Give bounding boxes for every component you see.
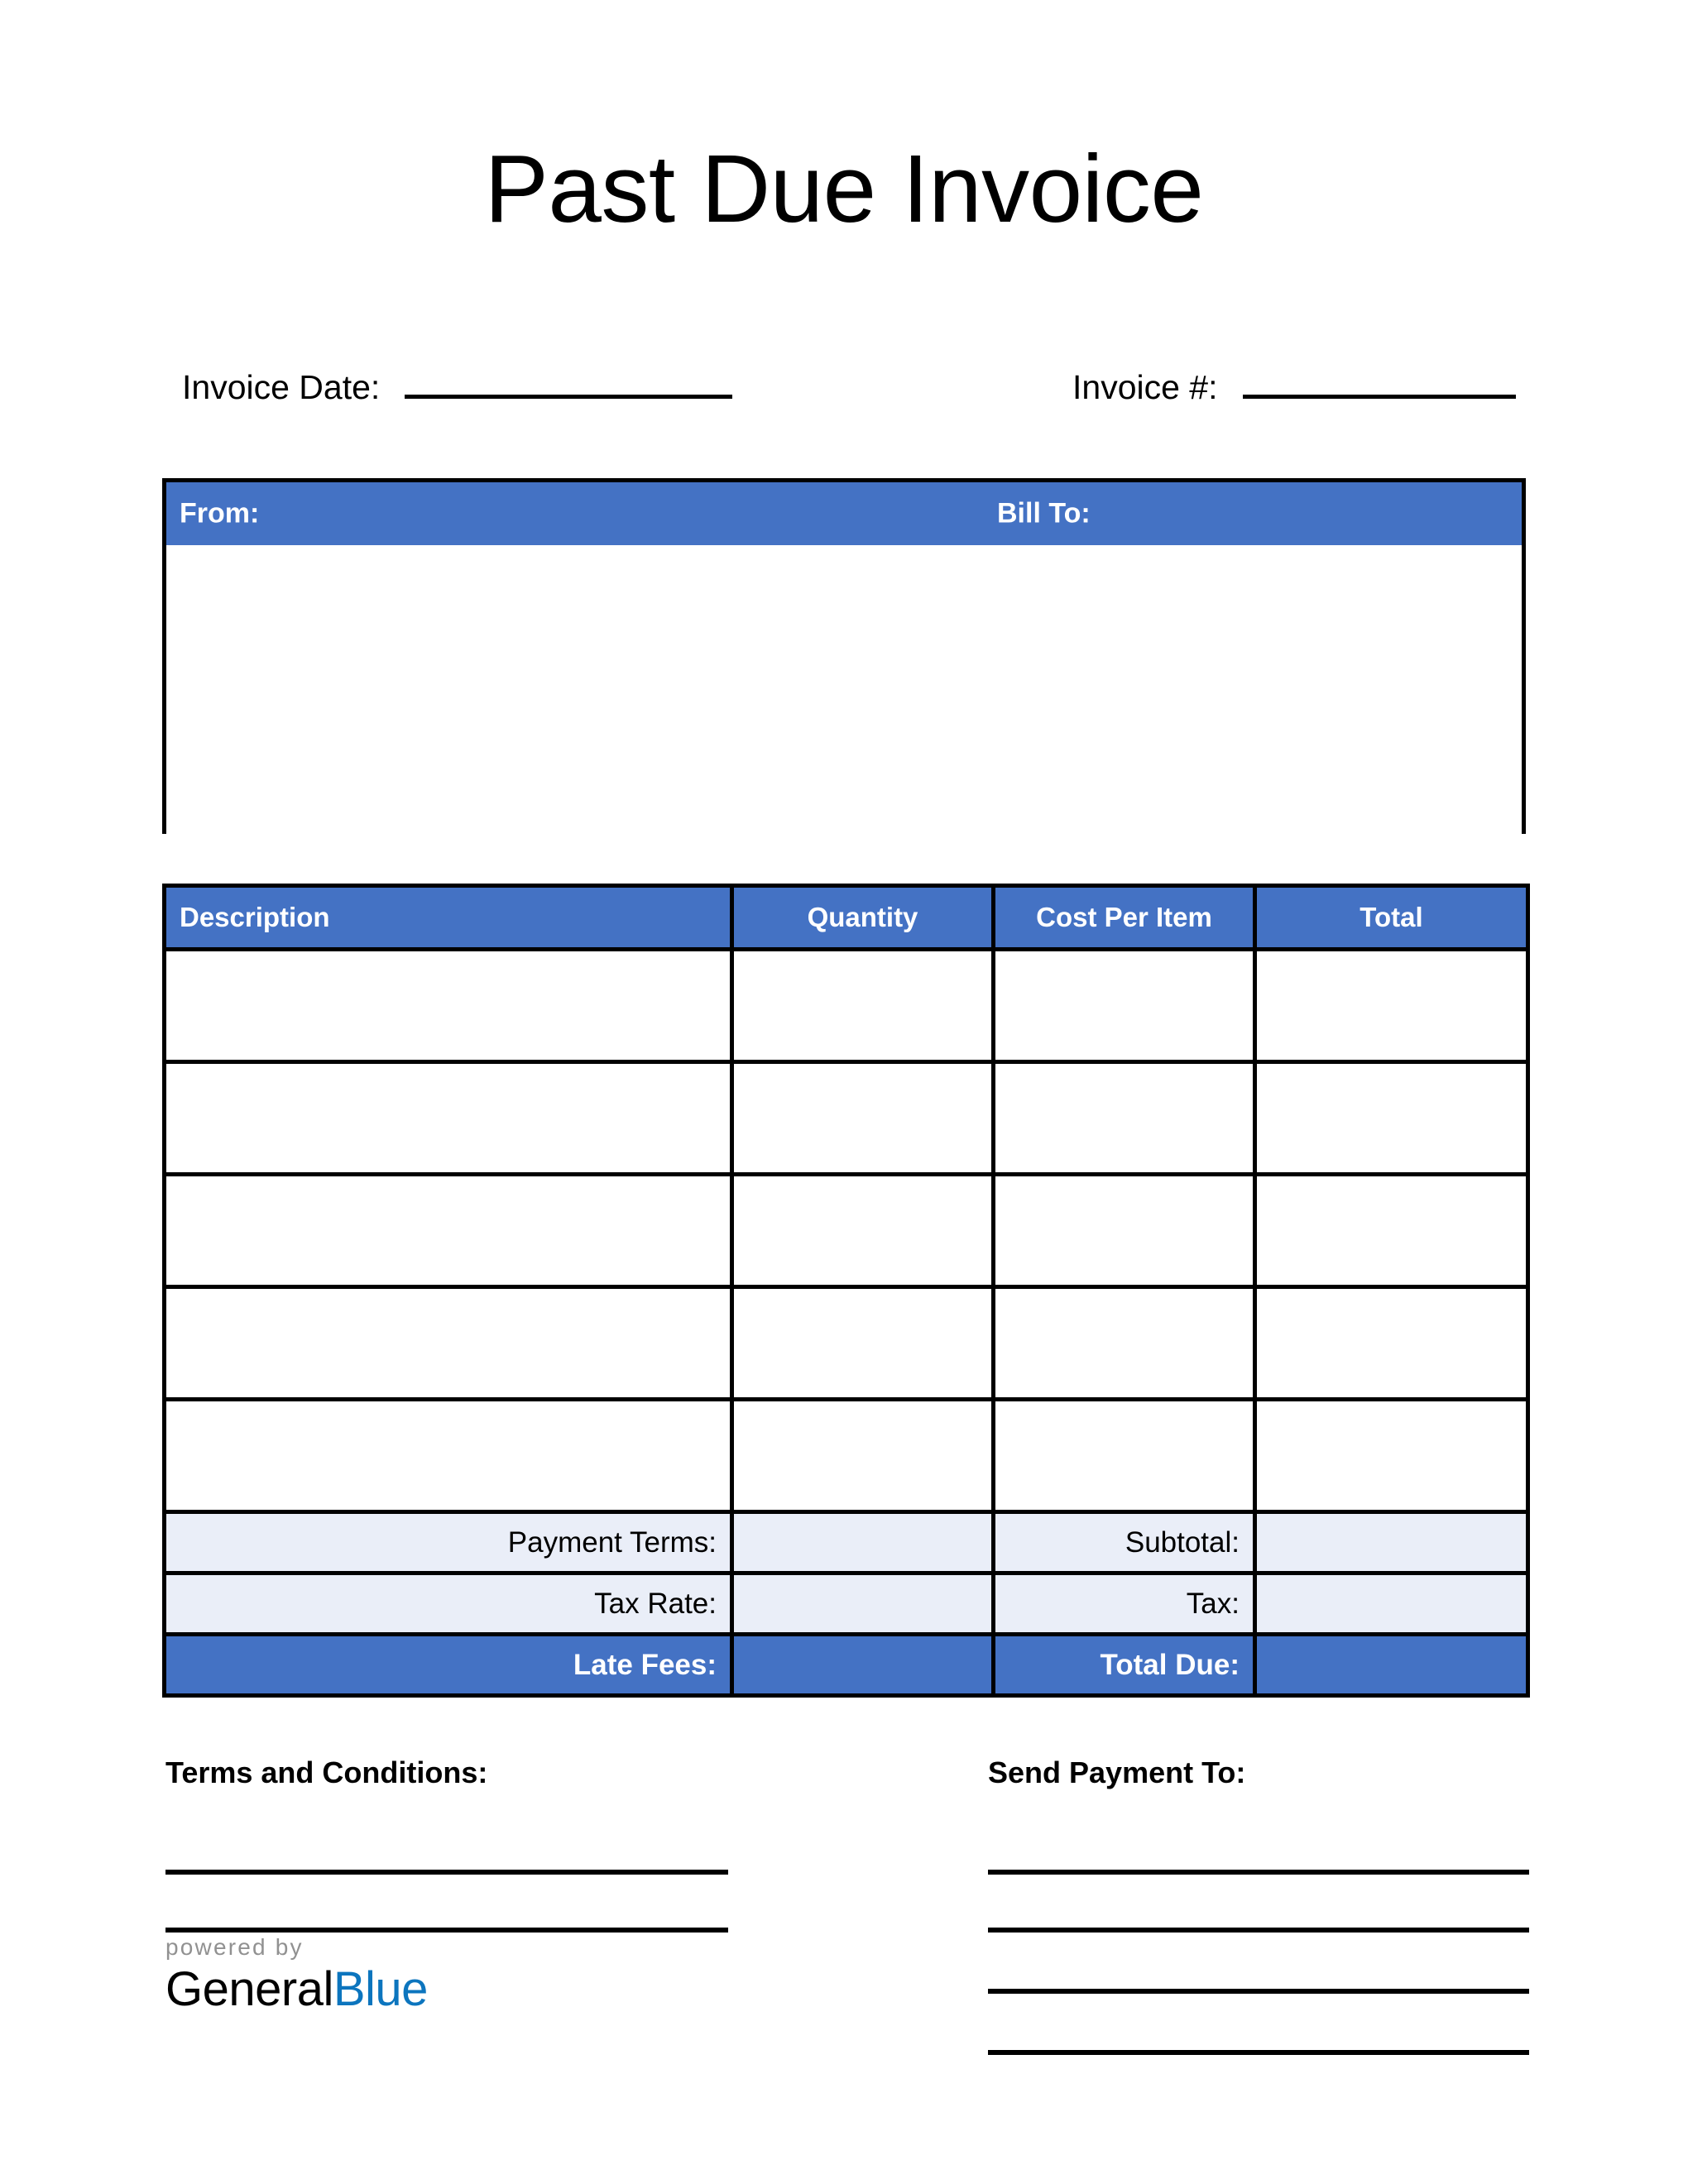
cell-cost-per-item[interactable] <box>994 950 1255 1062</box>
line-items-table <box>162 884 1530 1698</box>
tax-rate-label: Tax Rate: <box>165 1573 732 1635</box>
subtotal-value[interactable] <box>1255 1512 1528 1573</box>
total-due-value[interactable] <box>1255 1635 1528 1696</box>
party-panel-header <box>166 482 1522 545</box>
cell-quantity[interactable] <box>732 1062 994 1175</box>
summary-row-payment-terms <box>165 1512 1528 1573</box>
brand-name <box>165 1962 428 2016</box>
cell-cost-per-item[interactable] <box>994 1287 1255 1400</box>
terms-line-2[interactable] <box>165 1928 728 1933</box>
cell-total[interactable] <box>1255 1287 1528 1400</box>
table-header-row <box>165 886 1528 950</box>
page-title: Past Due Invoice <box>484 135 1204 242</box>
brand-name-general: General <box>165 1962 333 2016</box>
cell-cost-per-item[interactable] <box>994 1062 1255 1175</box>
invoice-number-input[interactable] <box>1243 364 1516 399</box>
summary-row-tax <box>165 1573 1528 1635</box>
summary-row-total-due <box>165 1635 1528 1696</box>
brand-name-blue: Blue <box>333 1962 428 2016</box>
subtotal-label: Subtotal: <box>994 1512 1255 1573</box>
cell-cost-per-item[interactable] <box>994 1400 1255 1512</box>
cell-description[interactable] <box>165 1062 732 1175</box>
brand-logo <box>165 1936 428 2014</box>
table-row <box>165 1062 1528 1175</box>
cell-total[interactable] <box>1255 1400 1528 1512</box>
cell-total[interactable] <box>1255 950 1528 1062</box>
powered-by-label: powered by <box>165 1934 304 1960</box>
column-header-cost-per-item: Cost Per Item <box>994 886 1255 950</box>
cell-description[interactable] <box>165 950 732 1062</box>
table-row <box>165 1400 1528 1512</box>
invoice-date-field <box>182 364 732 405</box>
late-fees-value[interactable] <box>732 1635 994 1696</box>
from-label: From: <box>180 497 260 529</box>
tax-value[interactable] <box>1255 1573 1528 1635</box>
cell-description[interactable] <box>165 1287 732 1400</box>
table-row <box>165 1287 1528 1400</box>
invoice-date-label: Invoice Date: <box>182 368 381 406</box>
tax-label: Tax: <box>994 1573 1255 1635</box>
line-items-body <box>165 950 1528 1696</box>
column-header-description: Description <box>165 886 732 950</box>
payment-terms-label: Payment Terms: <box>165 1512 732 1573</box>
bill-to-label: Bill To: <box>997 497 1091 529</box>
payment-line-2[interactable] <box>988 1928 1529 1933</box>
cell-description[interactable] <box>165 1400 732 1512</box>
invoice-date-input[interactable] <box>405 364 732 399</box>
payment-line-3[interactable] <box>988 1989 1529 1994</box>
cell-quantity[interactable] <box>732 950 994 1062</box>
total-due-label: Total Due: <box>994 1635 1255 1696</box>
line-items-header <box>165 886 1528 950</box>
terms-line-1[interactable] <box>165 1870 728 1875</box>
party-panel <box>162 478 1526 834</box>
cell-quantity[interactable] <box>732 1400 994 1512</box>
payment-line-4[interactable] <box>988 2050 1529 2055</box>
invoice-meta-row <box>162 364 1526 422</box>
cell-description[interactable] <box>165 1175 732 1287</box>
cell-total[interactable] <box>1255 1062 1528 1175</box>
cell-quantity[interactable] <box>732 1175 994 1287</box>
party-panel-body[interactable] <box>166 545 1522 893</box>
table-row <box>165 1175 1528 1287</box>
payment-line-1[interactable] <box>988 1870 1529 1875</box>
cell-cost-per-item[interactable] <box>994 1175 1255 1287</box>
terms-and-conditions-heading: Terms and Conditions: <box>165 1755 488 1789</box>
late-fees-label: Late Fees: <box>165 1635 732 1696</box>
invoice-number-label: Invoice #: <box>1072 368 1218 406</box>
send-payment-to-heading: Send Payment To: <box>988 1755 1246 1789</box>
cell-total[interactable] <box>1255 1175 1528 1287</box>
tax-rate-value[interactable] <box>732 1573 994 1635</box>
cell-quantity[interactable] <box>732 1287 994 1400</box>
column-header-quantity: Quantity <box>732 886 994 950</box>
invoice-number-field <box>1072 364 1516 405</box>
payment-terms-value[interactable] <box>732 1512 994 1573</box>
column-header-total: Total <box>1255 886 1528 950</box>
table-row <box>165 950 1528 1062</box>
